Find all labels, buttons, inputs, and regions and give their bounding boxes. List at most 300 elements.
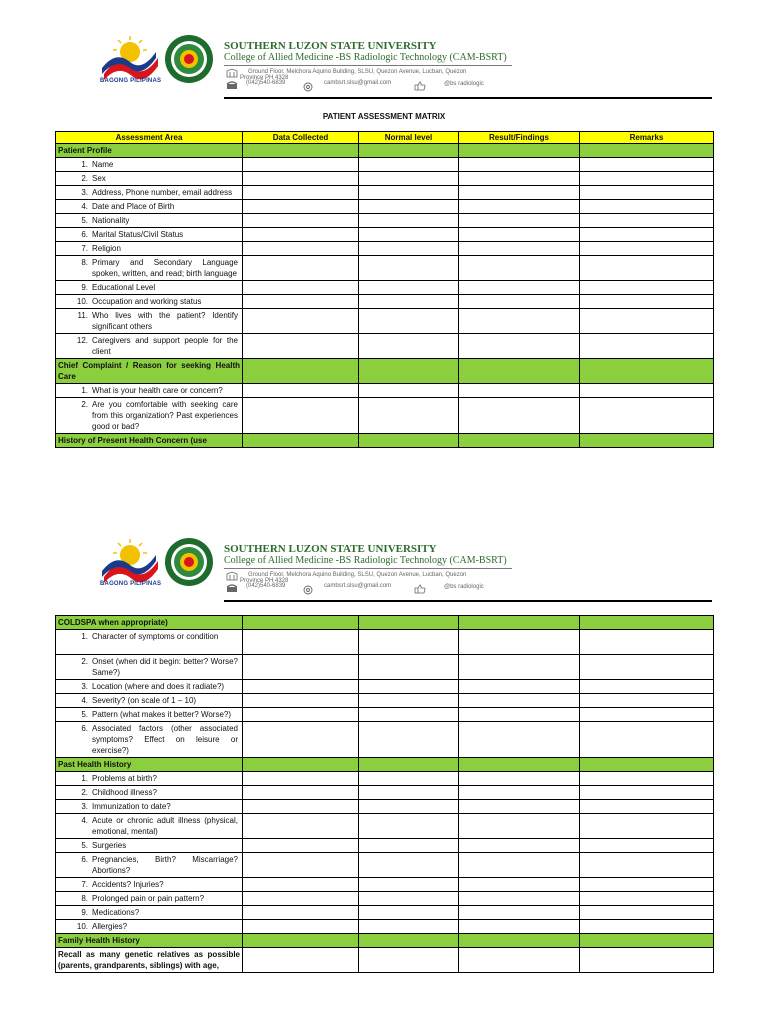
- building-icon: [226, 571, 238, 581]
- item-number: 4.: [81, 696, 88, 705]
- table-cell[interactable]: [359, 772, 459, 786]
- table-cell: [580, 934, 714, 948]
- table-cell[interactable]: [459, 878, 580, 892]
- table-cell[interactable]: [243, 722, 359, 758]
- table-row: [56, 281, 714, 295]
- slsu-seal-logo: [164, 34, 214, 84]
- table-cell: [56, 694, 243, 708]
- table-row: [56, 694, 714, 708]
- table-cell[interactable]: [359, 214, 459, 228]
- table-cell[interactable]: [580, 680, 714, 694]
- table-cell: [243, 616, 359, 630]
- item-text: Primary and Secondary Language spoken, written, and read; birth language: [92, 258, 238, 278]
- item-number: 1.: [81, 774, 88, 783]
- table-header-row: [56, 132, 714, 144]
- table-cell[interactable]: [580, 281, 714, 295]
- table-cell[interactable]: [580, 172, 714, 186]
- item-text: Onset (when did it begin: better? Worse? Same?): [92, 657, 238, 677]
- header-rule: [224, 600, 712, 602]
- table-cell: [459, 144, 580, 158]
- table-cell: [56, 772, 243, 786]
- table-cell: [580, 359, 714, 384]
- table-cell[interactable]: [580, 878, 714, 892]
- table-cell[interactable]: [359, 892, 459, 906]
- table-cell: [56, 214, 243, 228]
- item-text: Accidents? Injuries?: [92, 880, 164, 889]
- section-row: [56, 616, 714, 630]
- address-text: Ground Floor, Melchora Aquino Building, SLSU, Quezon Avenue, Lucban, Quezon: [248, 69, 467, 75]
- col-result-findings: Result/Findings: [459, 132, 580, 144]
- table-cell[interactable]: [459, 228, 580, 242]
- col-remarks: Remarks: [580, 132, 714, 144]
- table-cell: [359, 616, 459, 630]
- table-cell[interactable]: [243, 228, 359, 242]
- table-row: [56, 158, 714, 172]
- table-cell[interactable]: [459, 772, 580, 786]
- table-cell[interactable]: [359, 839, 459, 853]
- table-cell[interactable]: [359, 853, 459, 878]
- item-text: Pattern (what makes it better? Worse?): [92, 710, 232, 719]
- table-cell[interactable]: [580, 256, 714, 281]
- item-number: 2.: [81, 657, 88, 666]
- table-cell[interactable]: [580, 384, 714, 398]
- table-cell[interactable]: [459, 281, 580, 295]
- table-cell[interactable]: [359, 158, 459, 172]
- table-row: [56, 708, 714, 722]
- table-cell[interactable]: [459, 948, 580, 973]
- table-cell[interactable]: [459, 256, 580, 281]
- item-text: Are you comfortable with seeking care from this organization? Past experiences good or bad?: [92, 400, 238, 431]
- item-number: 12.: [76, 336, 88, 345]
- table-cell: [56, 853, 243, 878]
- table-cell[interactable]: [580, 948, 714, 973]
- email-text: cambsrt.slsu@gmail.com: [324, 583, 392, 589]
- table-row: [56, 398, 714, 434]
- table-cell: [56, 722, 243, 758]
- table-cell[interactable]: [459, 722, 580, 758]
- table-cell[interactable]: [459, 295, 580, 309]
- table-cell[interactable]: [359, 948, 459, 973]
- table-cell: [56, 200, 243, 214]
- table-cell[interactable]: [459, 334, 580, 359]
- item-number: 8.: [81, 258, 88, 267]
- table-cell[interactable]: [459, 680, 580, 694]
- item-number: 7.: [81, 244, 88, 253]
- table-cell: [459, 616, 580, 630]
- table-cell[interactable]: [243, 295, 359, 309]
- table-cell[interactable]: [459, 242, 580, 256]
- phone-text: (042)540-6839: [246, 80, 286, 86]
- province-text: Province PH 4328: [240, 578, 289, 584]
- item-text: Educational Level: [92, 283, 156, 292]
- col-data-collected: Data Collected: [243, 132, 359, 144]
- table-cell[interactable]: [243, 200, 359, 214]
- table-row: [56, 228, 714, 242]
- item-number: 1.: [81, 632, 88, 641]
- table-cell[interactable]: [459, 200, 580, 214]
- table-cell[interactable]: [359, 694, 459, 708]
- address-text: Ground Floor, Melchora Aquino Building, SLSU, Quezon Avenue, Lucban, Quezon: [248, 572, 467, 578]
- table-cell[interactable]: [243, 655, 359, 680]
- table-cell[interactable]: [580, 920, 714, 934]
- item-text: Problems at birth?: [92, 774, 157, 783]
- col-normal-level: Normal level: [359, 132, 459, 144]
- table-cell[interactable]: [459, 814, 580, 839]
- item-text: Prolonged pain or pain pattern?: [92, 894, 205, 903]
- table-cell[interactable]: [580, 334, 714, 359]
- table-cell[interactable]: [243, 800, 359, 814]
- table-cell[interactable]: [359, 906, 459, 920]
- email-icon: [302, 82, 314, 92]
- item-number: 9.: [81, 908, 88, 917]
- item-number: 2.: [81, 174, 88, 183]
- table-cell[interactable]: [580, 295, 714, 309]
- table-row: [56, 295, 714, 309]
- table-cell[interactable]: [243, 281, 359, 295]
- item-number: 3.: [81, 682, 88, 691]
- table-cell[interactable]: [580, 853, 714, 878]
- table-cell[interactable]: [580, 214, 714, 228]
- facebook-like-icon: [414, 584, 426, 594]
- table-row: [56, 722, 714, 758]
- table-cell[interactable]: [580, 398, 714, 434]
- table-cell[interactable]: [459, 384, 580, 398]
- table-cell: [56, 281, 243, 295]
- item-text: Childhood illness?: [92, 788, 157, 797]
- table-cell[interactable]: [359, 878, 459, 892]
- table-row: [56, 242, 714, 256]
- college-name: College of Allied Medicine -BS Radiologic Technology (CAM-BSRT): [224, 52, 507, 63]
- table-row: [56, 630, 714, 655]
- table-cell[interactable]: [243, 948, 359, 973]
- facebook-text: @bs radiologic: [444, 81, 484, 87]
- table-cell: [56, 256, 243, 281]
- table-cell[interactable]: [580, 772, 714, 786]
- table-row: [56, 772, 714, 786]
- item-text: Address, Phone number, email address: [92, 188, 233, 197]
- table-cell[interactable]: [580, 839, 714, 853]
- item-text: Caregivers and support people for the client: [92, 336, 238, 356]
- item-text: Severity? (on scale of 1 – 10): [92, 696, 197, 705]
- table-cell[interactable]: [580, 786, 714, 800]
- item-number: 5.: [81, 216, 88, 225]
- table-cell[interactable]: [359, 295, 459, 309]
- item-number: 6.: [81, 855, 88, 864]
- table-cell: [359, 758, 459, 772]
- item-number: 1.: [81, 160, 88, 169]
- item-number: 4.: [81, 202, 88, 211]
- table-cell[interactable]: [243, 334, 359, 359]
- table-cell: [580, 144, 714, 158]
- table-cell: [56, 786, 243, 800]
- section-title: Family Health History: [56, 934, 243, 948]
- table-cell[interactable]: [459, 655, 580, 680]
- table-cell[interactable]: [580, 228, 714, 242]
- table-row: [56, 309, 714, 334]
- table-cell: [243, 359, 359, 384]
- item-number: 8.: [81, 894, 88, 903]
- item-text: Medications?: [92, 908, 140, 917]
- table-cell[interactable]: [359, 309, 459, 334]
- table-cell[interactable]: [459, 906, 580, 920]
- table-cell[interactable]: [459, 786, 580, 800]
- table-cell[interactable]: [459, 172, 580, 186]
- table-cell: [56, 295, 243, 309]
- table-cell[interactable]: [359, 172, 459, 186]
- table-cell[interactable]: [580, 186, 714, 200]
- table-cell[interactable]: [459, 708, 580, 722]
- col-assessment-area: Assessment Area: [56, 132, 243, 144]
- phone-icon: [226, 583, 238, 593]
- email-text: cambsrt.slsu@gmail.com: [324, 80, 392, 86]
- table-row: [56, 334, 714, 359]
- item-number: 4.: [81, 816, 88, 825]
- item-text: Surgeries: [92, 841, 127, 850]
- header-divider: [224, 65, 512, 66]
- section-row: [56, 434, 714, 448]
- item-text: Nationality: [92, 216, 130, 225]
- table-cell: [359, 144, 459, 158]
- table-cell: [459, 934, 580, 948]
- letterhead: [0, 30, 768, 100]
- table-cell: [243, 758, 359, 772]
- table-cell[interactable]: [243, 172, 359, 186]
- table-cell[interactable]: [243, 398, 359, 434]
- table-cell: [56, 398, 243, 434]
- table-cell: [56, 158, 243, 172]
- table-cell[interactable]: [359, 655, 459, 680]
- table-cell[interactable]: [459, 158, 580, 172]
- section-row: [56, 934, 714, 948]
- phone-text: (042)540-6839: [246, 583, 286, 589]
- item-number: 2.: [81, 788, 88, 797]
- table-cell[interactable]: [243, 878, 359, 892]
- table-cell[interactable]: [580, 630, 714, 655]
- table-cell[interactable]: [243, 214, 359, 228]
- table-cell[interactable]: [243, 309, 359, 334]
- university-name: SOUTHERN LUZON STATE UNIVERSITY: [224, 543, 437, 555]
- table-row: [56, 814, 714, 839]
- table-cell: [56, 630, 243, 655]
- building-icon: [226, 68, 238, 78]
- family-history-instructions: Recall as many genetic relatives as possible (parents, grandparents, siblings) with age,: [56, 948, 243, 973]
- table-cell[interactable]: [359, 256, 459, 281]
- table-cell[interactable]: [359, 708, 459, 722]
- table-cell: [459, 434, 580, 448]
- item-text: Acute or chronic adult illness (physical, emotional, mental): [92, 816, 238, 836]
- slsu-seal-logo: [164, 537, 214, 587]
- table-row: [56, 853, 714, 878]
- assessment-table-page-2: [55, 615, 714, 973]
- table-cell: [56, 708, 243, 722]
- table-cell[interactable]: [359, 398, 459, 434]
- table-row: [56, 200, 714, 214]
- item-text: Immunization to date?: [92, 802, 171, 811]
- item-number: 1.: [81, 386, 88, 395]
- table-cell: [243, 144, 359, 158]
- item-text: Religion: [92, 244, 121, 253]
- table-cell: [56, 906, 243, 920]
- table-cell[interactable]: [243, 256, 359, 281]
- table-cell[interactable]: [580, 814, 714, 839]
- table-cell[interactable]: [459, 920, 580, 934]
- table-cell[interactable]: [359, 814, 459, 839]
- item-text: Marital Status/Civil Status: [92, 230, 184, 239]
- table-cell[interactable]: [243, 680, 359, 694]
- table-cell[interactable]: [580, 708, 714, 722]
- table-cell[interactable]: [459, 892, 580, 906]
- table-cell[interactable]: [580, 200, 714, 214]
- bagong-pilipinas-label: BAGONG PILIPINAS: [100, 78, 162, 84]
- table-cell[interactable]: [580, 309, 714, 334]
- item-text: Date and Place of Birth: [92, 202, 175, 211]
- table-cell[interactable]: [243, 892, 359, 906]
- table-cell: [359, 434, 459, 448]
- table-row: [56, 948, 714, 973]
- table-cell: [56, 309, 243, 334]
- table-cell[interactable]: [580, 892, 714, 906]
- table-cell: [580, 434, 714, 448]
- university-name: SOUTHERN LUZON STATE UNIVERSITY: [224, 40, 437, 52]
- item-text: Pregnancies, Birth? Miscarriage? Abortions?: [92, 855, 238, 875]
- table-cell: [56, 384, 243, 398]
- table-cell[interactable]: [359, 800, 459, 814]
- table-cell[interactable]: [459, 630, 580, 655]
- table-cell[interactable]: [580, 694, 714, 708]
- table-cell[interactable]: [359, 680, 459, 694]
- table-cell[interactable]: [359, 384, 459, 398]
- table-cell[interactable]: [459, 398, 580, 434]
- table-cell[interactable]: [243, 920, 359, 934]
- table-cell[interactable]: [243, 772, 359, 786]
- table-row: [56, 892, 714, 906]
- item-text: Name: [92, 160, 114, 169]
- table-cell[interactable]: [459, 694, 580, 708]
- item-text: Occupation and working status: [92, 297, 202, 306]
- section-title: Chief Complaint / Reason for seeking Health Care: [56, 359, 243, 384]
- table-cell[interactable]: [580, 158, 714, 172]
- table-cell[interactable]: [359, 920, 459, 934]
- item-number: 10.: [76, 922, 88, 931]
- table-cell[interactable]: [359, 228, 459, 242]
- item-number: 10.: [76, 297, 88, 306]
- section-title: Patient Profile: [56, 144, 243, 158]
- table-cell: [56, 334, 243, 359]
- table-cell: [580, 616, 714, 630]
- table-cell[interactable]: [359, 334, 459, 359]
- table-cell[interactable]: [359, 242, 459, 256]
- item-number: 2.: [81, 400, 88, 409]
- table-cell: [243, 934, 359, 948]
- table-cell: [56, 839, 243, 853]
- table-cell: [56, 655, 243, 680]
- section-title: Past Health History: [56, 758, 243, 772]
- item-text: Associated factors (other associated symptoms? Effect on leisure or exercise?): [92, 724, 238, 755]
- table-cell[interactable]: [359, 630, 459, 655]
- table-cell[interactable]: [243, 186, 359, 200]
- table-row: [56, 786, 714, 800]
- table-row: [56, 800, 714, 814]
- bagong-pilipinas-label: BAGONG PILIPINAS: [100, 581, 162, 587]
- table-row: [56, 172, 714, 186]
- table-cell[interactable]: [459, 214, 580, 228]
- table-row: [56, 906, 714, 920]
- item-number: 6.: [81, 230, 88, 239]
- table-cell: [459, 758, 580, 772]
- table-cell: [359, 934, 459, 948]
- college-name: College of Allied Medicine -BS Radiologic Technology (CAM-BSRT): [224, 555, 507, 566]
- assessment-table-page-1: [55, 131, 714, 448]
- table-cell[interactable]: [243, 814, 359, 839]
- table-row: [56, 384, 714, 398]
- table-row: [56, 680, 714, 694]
- table-cell[interactable]: [243, 694, 359, 708]
- table-cell: [56, 892, 243, 906]
- table-cell[interactable]: [580, 906, 714, 920]
- table-cell[interactable]: [580, 655, 714, 680]
- section-row: [56, 758, 714, 772]
- table-cell[interactable]: [243, 839, 359, 853]
- table-cell[interactable]: [459, 839, 580, 853]
- table-cell[interactable]: [359, 281, 459, 295]
- table-cell: [580, 758, 714, 772]
- item-text: Who lives with the patient? Identify significant others: [92, 311, 238, 331]
- email-icon: [302, 585, 314, 595]
- item-number: 7.: [81, 880, 88, 889]
- table-cell[interactable]: [459, 186, 580, 200]
- facebook-text: @bs radiologic: [444, 584, 484, 590]
- table-cell[interactable]: [243, 384, 359, 398]
- table-cell: [56, 878, 243, 892]
- table-cell: [56, 172, 243, 186]
- table-cell[interactable]: [243, 630, 359, 655]
- table-cell[interactable]: [243, 786, 359, 800]
- table-cell: [56, 814, 243, 839]
- table-cell[interactable]: [243, 708, 359, 722]
- province-text: Province PH 4328: [240, 75, 289, 81]
- page-title: PATIENT ASSESSMENT MATRIX: [322, 112, 446, 121]
- table-cell: [243, 434, 359, 448]
- item-text: Allergies?: [92, 922, 128, 931]
- table-cell[interactable]: [243, 158, 359, 172]
- section-row: [56, 359, 714, 384]
- table-cell[interactable]: [580, 800, 714, 814]
- item-text: Sex: [92, 174, 106, 183]
- table-row: [56, 920, 714, 934]
- table-cell: [359, 359, 459, 384]
- table-cell: [56, 680, 243, 694]
- table-cell[interactable]: [580, 722, 714, 758]
- item-number: 11.: [77, 311, 88, 320]
- table-cell[interactable]: [459, 800, 580, 814]
- table-cell[interactable]: [359, 786, 459, 800]
- table-cell[interactable]: [359, 722, 459, 758]
- table-cell[interactable]: [359, 200, 459, 214]
- table-cell: [459, 359, 580, 384]
- item-number: 3.: [81, 188, 88, 197]
- table-cell[interactable]: [243, 906, 359, 920]
- table-cell[interactable]: [359, 186, 459, 200]
- table-row: [56, 186, 714, 200]
- table-cell[interactable]: [459, 853, 580, 878]
- table-cell: [56, 186, 243, 200]
- table-cell[interactable]: [243, 853, 359, 878]
- table-row: [56, 878, 714, 892]
- item-number: 6.: [81, 724, 88, 733]
- table-cell[interactable]: [459, 309, 580, 334]
- table-cell[interactable]: [580, 242, 714, 256]
- table-cell[interactable]: [243, 242, 359, 256]
